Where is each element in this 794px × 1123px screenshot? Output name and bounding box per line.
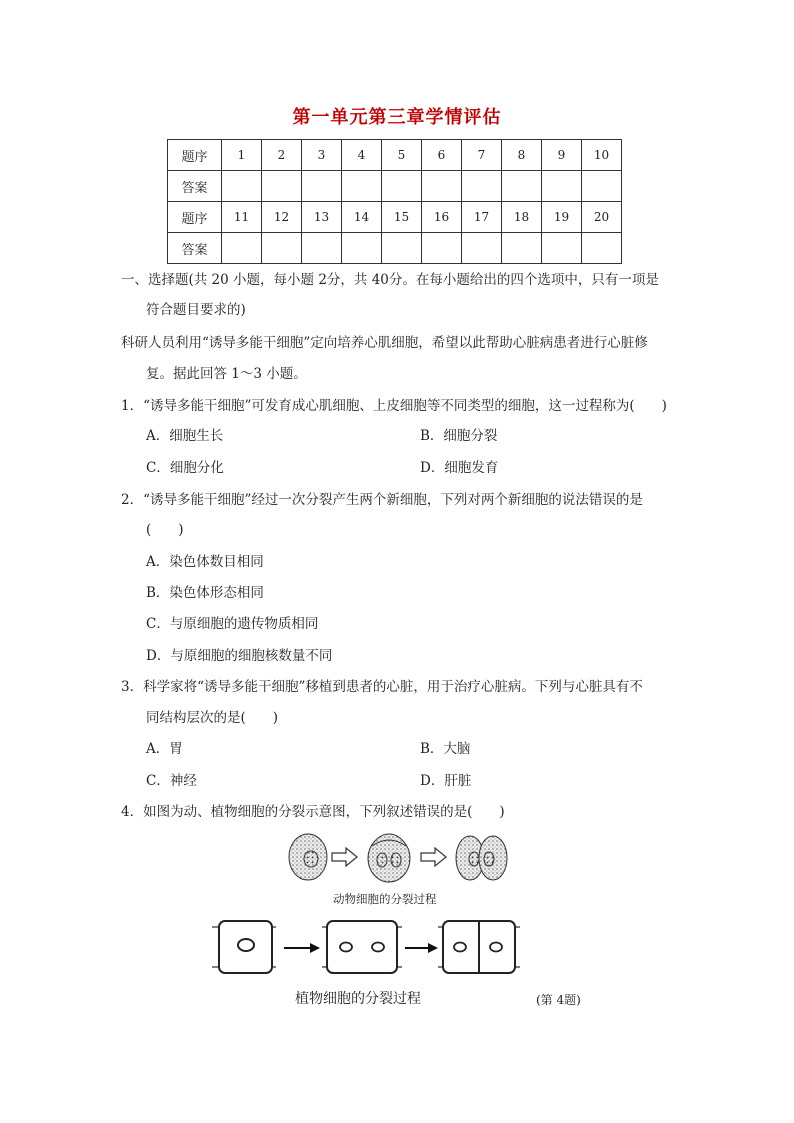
question-1-option-a[interactable]: A．细胞生长 bbox=[146, 428, 224, 444]
arrow-icon bbox=[405, 943, 438, 953]
animal-cell-stage-3 bbox=[456, 836, 507, 880]
question-number: 16 bbox=[422, 202, 462, 233]
question-3-option-c[interactable]: C．神经 bbox=[146, 773, 197, 789]
question-number: 11 bbox=[222, 202, 262, 233]
question-2-option-d[interactable]: D．与原细胞的细胞核数量不同 bbox=[146, 648, 333, 664]
question-1-option-b[interactable]: B．细胞分裂 bbox=[420, 428, 498, 444]
animal-cell-stage-2 bbox=[368, 834, 410, 882]
plant-cell-stage-1 bbox=[212, 921, 276, 973]
section-instructions-cont: 符合题目要求的) bbox=[146, 302, 246, 318]
plant-cell-stage-3 bbox=[438, 921, 520, 973]
figure-label: (第 4题) bbox=[536, 993, 581, 1007]
question-number: 2 bbox=[262, 140, 302, 171]
question-3-stem-cont: 同结构层次的是( ) bbox=[146, 710, 279, 726]
question-1-option-d[interactable]: D．细胞发育 bbox=[420, 460, 499, 476]
question-number: 5 bbox=[382, 140, 422, 171]
question-1-stem: 1．“诱导多能干细胞”可发育成心肌细胞、上皮细胞等不同类型的细胞，这一过程称为( ) bbox=[121, 398, 667, 414]
question-number: 18 bbox=[502, 202, 542, 233]
intro-text: 科研人员利用“诱导多能干细胞”定向培养心肌细胞，希望以此帮助心脏病患者进行心脏修 bbox=[121, 335, 648, 351]
question-number: 10 bbox=[582, 140, 622, 171]
arrow-icon bbox=[284, 943, 320, 953]
question-number: 12 bbox=[262, 202, 302, 233]
question-number: 20 bbox=[582, 202, 622, 233]
question-number: 17 bbox=[462, 202, 502, 233]
question-number: 1 bbox=[222, 140, 262, 171]
question-3-option-b[interactable]: B．大脑 bbox=[420, 741, 471, 757]
animal-division-caption: 动物细胞的分裂过程 bbox=[333, 892, 437, 906]
question-4-stem: 4．如图为动、植物细胞的分裂示意图，下列叙述错误的是( ) bbox=[121, 804, 505, 820]
section-instructions: 一、选择题(共 20 小题，每小题 2分，共 40分。在每小题给出的四个选项中，只有一项是 bbox=[121, 272, 659, 288]
question-3-option-a[interactable]: A．胃 bbox=[146, 741, 183, 757]
intro-text-cont: 复。据此回答 1～3 小题。 bbox=[146, 366, 307, 382]
question-number: 3 bbox=[302, 140, 342, 171]
row-label-number: 题序 bbox=[168, 140, 222, 171]
plant-cell-stage-2 bbox=[322, 921, 402, 973]
row-label-answer: 答案 bbox=[168, 233, 222, 264]
question-number: 15 bbox=[382, 202, 422, 233]
question-2-stem: 2．“诱导多能干细胞”经过一次分裂产生两个新细胞，下列对两个新细胞的说法错误的是 bbox=[121, 492, 643, 508]
question-number: 19 bbox=[542, 202, 582, 233]
question-number: 8 bbox=[502, 140, 542, 171]
row-label-answer: 答案 bbox=[168, 171, 222, 202]
question-2-option-a[interactable]: A．染色体数目相同 bbox=[146, 554, 264, 570]
question-2-option-b[interactable]: B．染色体形态相同 bbox=[146, 585, 264, 601]
question-1-option-c[interactable]: C．细胞分化 bbox=[146, 460, 224, 476]
question-number: 4 bbox=[342, 140, 382, 171]
animal-cell-stage-1 bbox=[289, 834, 327, 880]
question-number: 9 bbox=[542, 140, 582, 171]
arrow-icon bbox=[421, 848, 446, 866]
question-3-option-d[interactable]: D．肝脏 bbox=[420, 773, 472, 789]
question-number: 7 bbox=[462, 140, 502, 171]
question-number: 13 bbox=[302, 202, 342, 233]
question-number: 14 bbox=[342, 202, 382, 233]
row-label-number: 题序 bbox=[168, 202, 222, 233]
plant-division-caption: 植物细胞的分裂过程 bbox=[295, 991, 421, 1007]
arrow-icon bbox=[332, 848, 357, 866]
question-number: 6 bbox=[422, 140, 462, 171]
question-3-stem: 3．科学家将“诱导多能干细胞”移植到患者的心脏，用于治疗心脏病。下列与心脏具有不 bbox=[121, 679, 643, 695]
question-2-option-c[interactable]: C．与原细胞的遗传物质相同 bbox=[146, 616, 319, 632]
question-2-stem-cont: ( ) bbox=[146, 522, 184, 538]
page-title: 第一单元第三章学情评估 bbox=[292, 107, 502, 128]
